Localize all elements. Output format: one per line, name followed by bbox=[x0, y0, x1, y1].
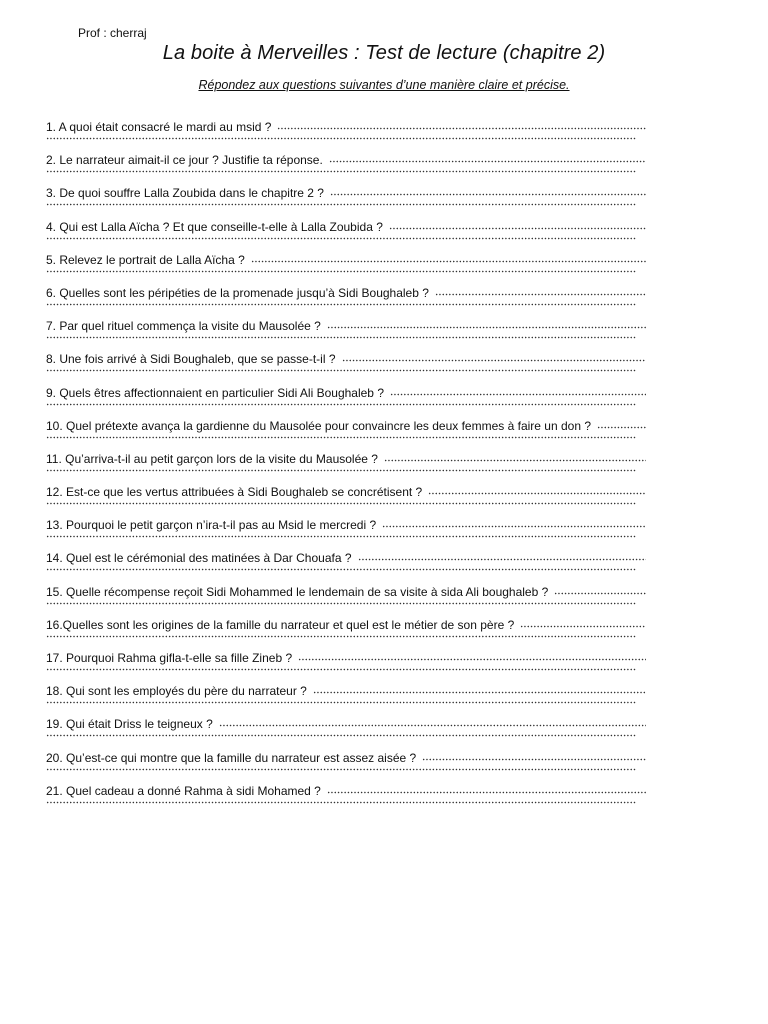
answer-line bbox=[46, 235, 636, 241]
question-text: 6. Quelles sont les péripéties de la promenade jusqu’à Sidi Boughaleb ? bbox=[46, 285, 429, 300]
question-text: 3. De quoi souffre Lalla Zoubida dans le chapitre 2 ? bbox=[46, 186, 324, 201]
question-list bbox=[46, 115, 656, 812]
question-text: 5. Relevez le portrait de Lalla Aïcha ? bbox=[46, 252, 245, 267]
answer-line bbox=[46, 334, 636, 340]
answer-dots bbox=[251, 248, 646, 264]
answer-line bbox=[46, 301, 636, 307]
answer-dots bbox=[358, 546, 646, 562]
question-item bbox=[46, 248, 656, 281]
question-item bbox=[46, 546, 656, 579]
page-title: La boite à Merveilles : Test de lecture (chapitre 2) bbox=[162, 42, 606, 64]
author-label: Prof : cherraj bbox=[78, 26, 147, 40]
question-text: 20. Qu’est-ce qui montre que la famille du narrateur est assez aisée ? bbox=[46, 750, 417, 765]
question-item bbox=[46, 381, 656, 414]
question-item bbox=[46, 712, 656, 745]
answer-dots bbox=[330, 181, 646, 197]
question-text: 17. Pourquoi Rahma gifla-t-elle sa fille Zineb ? bbox=[46, 651, 293, 665]
question-text: 2. Le narrateur aimait-il ce jour ? Justifie ta réponse. bbox=[46, 153, 323, 168]
question-text: 12. Est-ce que les vertus attribuées à Sidi Boughaleb se concrétisent ? bbox=[46, 485, 423, 500]
question-item bbox=[46, 281, 656, 314]
question-item bbox=[46, 447, 656, 480]
question-item bbox=[46, 347, 656, 380]
answer-dots bbox=[422, 746, 646, 762]
question-item bbox=[46, 679, 656, 712]
answer-line bbox=[46, 732, 636, 738]
question-item bbox=[46, 480, 656, 513]
answer-dots bbox=[520, 613, 646, 629]
answer-line bbox=[46, 766, 636, 772]
answer-dots bbox=[384, 447, 646, 463]
question-item bbox=[46, 414, 656, 447]
question-item bbox=[46, 580, 656, 613]
question-item bbox=[46, 779, 656, 812]
answer-dots bbox=[435, 281, 646, 297]
answer-line bbox=[46, 600, 636, 606]
answer-line bbox=[46, 367, 636, 373]
answer-line bbox=[46, 533, 636, 539]
question-item bbox=[46, 646, 656, 679]
answer-line bbox=[46, 401, 636, 407]
question-item bbox=[46, 613, 656, 646]
question-item bbox=[46, 115, 656, 148]
answer-line bbox=[46, 434, 636, 440]
instruction-text: Répondez aux questions suivantes d’une manière claire et précise. bbox=[198, 78, 570, 92]
question-item bbox=[46, 181, 656, 214]
question-text: 19. Qui était Driss le teigneux ? bbox=[46, 717, 213, 732]
question-text: 7. Par quel rituel commença la visite du Mausolée ? bbox=[46, 319, 321, 334]
question-text: 9. Quels êtres affectionnaient en particulier Sidi Ali Boughaleb ? bbox=[46, 385, 384, 400]
answer-line bbox=[46, 666, 636, 672]
answer-line bbox=[46, 799, 636, 805]
question-item bbox=[46, 215, 656, 248]
question-text: 10. Quel prétexte avança la gardienne du Mausolée pour convaincre les deux femmes à faire un don ? bbox=[46, 418, 592, 433]
question-text: 13. Pourquoi le petit garçon n’ira-t-il pas au Msid le mercredi ? bbox=[46, 518, 377, 533]
answer-line bbox=[46, 633, 636, 639]
answer-line bbox=[46, 168, 636, 174]
answer-dots bbox=[277, 115, 646, 131]
question-text: 4. Qui est Lalla Aïcha ? Et que conseille-t-elle à Lalla Zoubida ? bbox=[46, 219, 383, 234]
question-text: 18. Qui sont les employés du père du narrateur ? bbox=[46, 684, 307, 699]
question-item bbox=[46, 148, 656, 181]
question-text: 11. Qu’arriva-t-il au petit garçon lors de la visite du Mausolée ? bbox=[46, 451, 378, 466]
answer-dots bbox=[554, 580, 646, 596]
question-text: 8. Une fois arrivé à Sidi Boughaleb, que se passe-t-il ? bbox=[46, 352, 336, 367]
question-text: 21. Quel cadeau a donné Rahma à sidi Mohamed ? bbox=[46, 783, 321, 798]
answer-dots bbox=[327, 314, 646, 330]
answer-line bbox=[46, 201, 636, 207]
answer-line bbox=[46, 566, 636, 572]
answer-line bbox=[46, 135, 636, 141]
answer-line bbox=[46, 500, 636, 506]
answer-dots bbox=[382, 513, 646, 529]
answer-dots bbox=[428, 480, 646, 496]
answer-dots bbox=[390, 381, 646, 397]
answer-line bbox=[46, 467, 636, 473]
answer-dots bbox=[219, 712, 646, 728]
answer-dots bbox=[329, 148, 646, 164]
answer-dots bbox=[342, 347, 646, 363]
question-text: 1. A quoi était consacré le mardi au msid ? bbox=[46, 120, 272, 134]
answer-dots bbox=[313, 679, 646, 695]
question-item bbox=[46, 314, 656, 347]
answer-dots bbox=[298, 646, 646, 662]
answer-dots bbox=[389, 215, 646, 231]
answer-dots bbox=[327, 779, 646, 795]
question-text: 15. Quelle récompense reçoit Sidi Mohammed le lendemain de sa visite à sida Ali boughaleb ? bbox=[46, 584, 549, 599]
answer-line bbox=[46, 699, 636, 705]
answer-line bbox=[46, 268, 636, 274]
question-item bbox=[46, 513, 656, 546]
question-text: 14. Quel est le cérémonial des matinées à Dar Chouafa ? bbox=[46, 551, 352, 566]
question-text: 16.Quelles sont les origines de la famille du narrateur et quel est le métier de son père ? bbox=[46, 617, 515, 632]
answer-dots bbox=[597, 414, 646, 430]
question-item bbox=[46, 746, 656, 779]
